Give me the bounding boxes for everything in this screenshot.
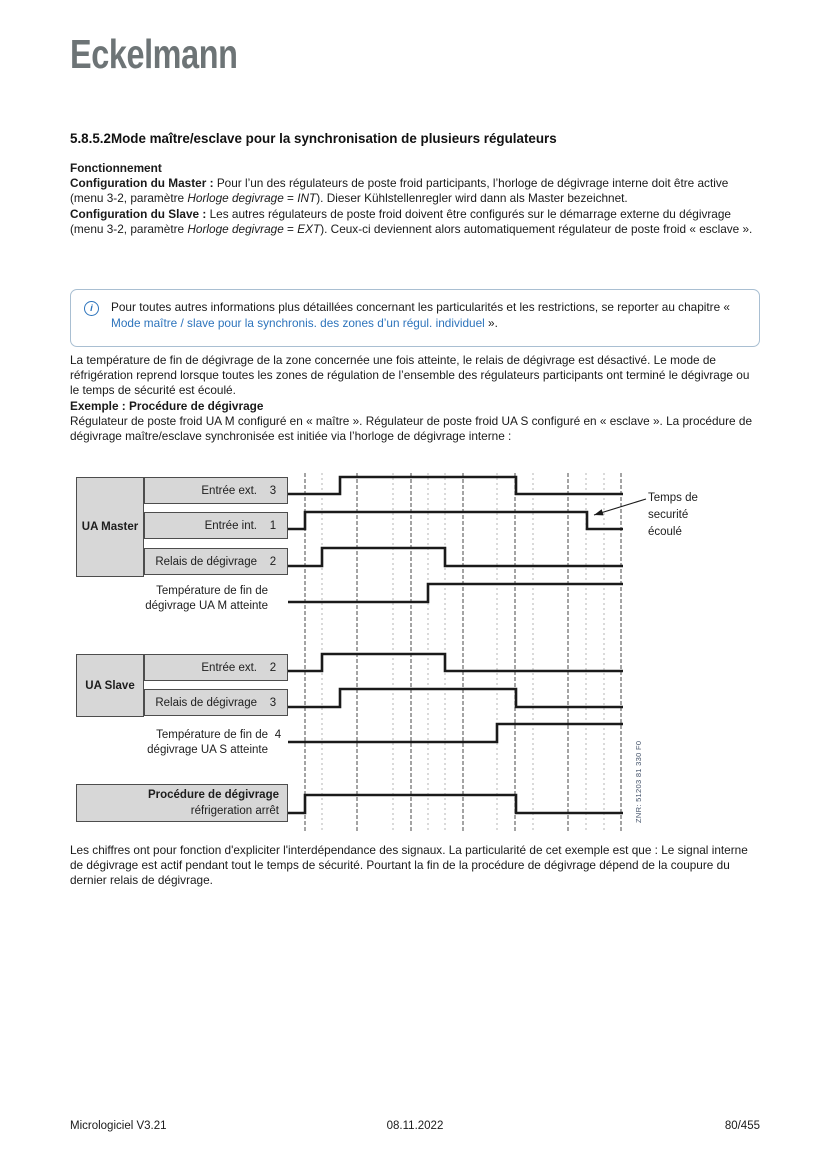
signal-number: 3 xyxy=(269,484,277,497)
text-run-italic: INT xyxy=(297,191,317,206)
text-run: = xyxy=(283,221,298,236)
signal-waveform xyxy=(288,689,623,707)
example-block xyxy=(70,353,760,444)
text-run-bold: Exemple : Procédure de dégivrage xyxy=(70,398,264,413)
text-run: ». xyxy=(484,316,498,330)
text-run-italic: Horloge degivrage xyxy=(187,191,284,206)
signal-waveform xyxy=(288,584,623,602)
signal-number: 3 xyxy=(269,696,277,709)
label-line: dégivrage UA S atteinte xyxy=(147,744,268,756)
annotation-arrow xyxy=(594,499,646,515)
row-label-temp-slave xyxy=(80,728,268,758)
group-label: UA Slave xyxy=(85,679,135,692)
row-label-temp-master xyxy=(80,584,268,614)
annotation-line: Temps de xyxy=(648,492,698,504)
label-line: Température de fin de xyxy=(156,729,268,741)
text-run: Les chiffres ont pour fonction d'expliciter l'interdépendance des signaux. La particularité de cet exemple est que : Le signal interne de dégivrage est actif pendant tout le temps de sécurité. Pourtant la fin de la procédure de dégivrage dépend de la coupure du dernier relais de dégivrage. xyxy=(70,843,748,888)
footer-version: Micrologiciel V3.21 xyxy=(70,1120,167,1132)
row-label-entree-ext-slave xyxy=(144,654,288,681)
signal-waveform xyxy=(288,724,623,742)
section-title: Mode maître/esclave pour la synchronisation de plusieurs régulateurs xyxy=(110,131,557,146)
footer-date: 08.11.2022 xyxy=(386,1120,444,1132)
text-run: = xyxy=(283,191,298,206)
signal-number: 4 xyxy=(274,729,282,741)
group-box-ua-master xyxy=(76,477,144,577)
text-run: Régulateur de poste froid UA M configuré en « maître ». Régulateur de poste froid UA S configuré en « esclave ». La procédure de dégivrage maître/esclave synchronisée est initiée via l’horloge de dégivrage interne : xyxy=(70,413,753,444)
annotation-line: écoulé xyxy=(648,526,682,538)
annotation-line: securité xyxy=(648,509,689,521)
signal-waveform xyxy=(288,795,623,813)
text-run-bold: Configuration du Slave : xyxy=(70,206,210,221)
signal-waveform xyxy=(288,477,623,494)
info-icon: i xyxy=(84,301,99,316)
label-line: réfrigeration arrêt xyxy=(190,804,279,817)
signal-number: 2 xyxy=(269,661,277,674)
label-line: dégivrage UA M atteinte xyxy=(145,600,268,612)
signal-number: 2 xyxy=(269,555,277,568)
text-run: Pour l’un des régulateurs de poste froid participants, l’horloge de dégivrage interne doit être active (menu 3-2, paramètre xyxy=(70,176,729,206)
row-label: Entrée ext. xyxy=(201,484,257,497)
footer-page-number: 80/455 xyxy=(724,1120,760,1132)
company-logo: Eckelmann xyxy=(70,31,238,77)
row-label-relais-master xyxy=(144,548,288,575)
text-run: Pour toutes autres informations plus détaillées concernant les particularités et les restrictions, se reporter au chapitre « xyxy=(111,300,730,314)
text-run: ). Dieser Kühlstellenregler wird dann als Master bezeichnet. xyxy=(316,191,628,206)
info-box xyxy=(70,289,760,347)
text-run-italic: EXT xyxy=(297,221,321,236)
text-run: La température de fin de dégivrage de la zone concernée une fois atteinte, le relais de dégivrage est désactivé. Le mode de réfrigération reprend lorsque toutes les zones de régulation de l’ensemble des régulateurs participants ont terminé le dégivrage ou le temps de sécurité est écoulé. xyxy=(70,353,750,398)
row-label-entree-int-master xyxy=(144,512,288,539)
row-label-procedure xyxy=(76,784,288,822)
paragraph-configuration xyxy=(70,176,760,237)
conclusion-block xyxy=(70,843,760,889)
signal-waveform xyxy=(288,548,623,566)
group-label: UA Master xyxy=(81,521,139,533)
label-line: Température de fin de xyxy=(156,585,268,597)
text-run-italic: Horloge degivrage xyxy=(187,221,284,236)
label-line: Procédure de dégivrage xyxy=(147,789,279,801)
row-label-relais-slave xyxy=(144,689,288,716)
row-label: Relais de dégivrage xyxy=(155,696,257,709)
signal-waveform xyxy=(288,512,623,529)
annotation-temps-securite xyxy=(648,490,698,541)
text-run: Les autres régulateurs de poste froid doivent être configurés sur le démarrage externe du dégivrage (menu 3-2, paramètre xyxy=(70,206,731,236)
row-label-entree-ext-master xyxy=(144,477,288,504)
row-label: Entrée int. xyxy=(204,519,257,532)
text-run-bold: Configuration du Master : xyxy=(70,176,217,191)
info-text xyxy=(111,299,743,331)
row-label: Relais de dégivrage xyxy=(155,555,257,568)
arrowhead xyxy=(594,509,604,515)
row-label: Entrée ext. xyxy=(201,661,257,674)
section-number: 5.8.5.2 xyxy=(70,131,111,146)
subheading-fonctionnement: Fonctionnement xyxy=(70,161,162,175)
signal-number: 1 xyxy=(269,519,277,532)
section-heading xyxy=(70,131,760,146)
chapter-link[interactable]: Mode maître / slave pour la synchronis. des zones d’un régul. individuel xyxy=(111,316,485,330)
signal-waveform xyxy=(288,654,623,671)
drawing-number: ZNR: 51203 81 330 F0 xyxy=(634,740,643,823)
paragraph-conclusion xyxy=(70,843,760,889)
group-box-ua-slave xyxy=(76,654,144,717)
functioning-block xyxy=(70,161,760,237)
text-run: ). Ceux-ci deviennent alors automatiquement régulateur de poste froid « esclave ». xyxy=(320,221,753,236)
paragraph-example xyxy=(70,353,760,444)
